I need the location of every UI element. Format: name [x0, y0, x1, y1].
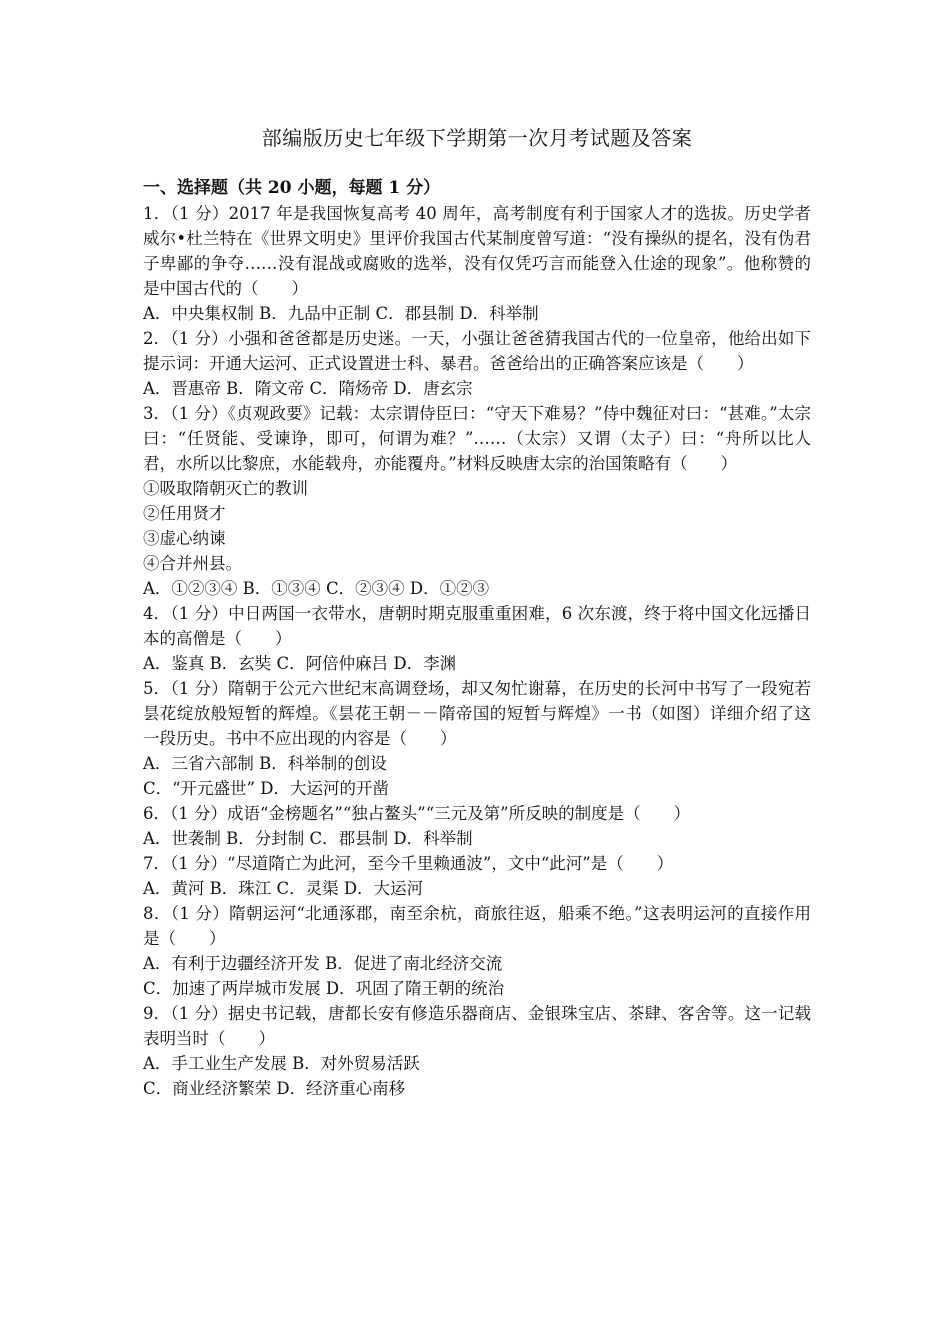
answer-options: A．鉴真 B．玄奘 C．阿倍仲麻吕 D．李渊 [143, 654, 457, 673]
question-stem: 3．（1 分）《贞观政要》记载：太宗谓侍臣曰：“守天下难易？”侍中魏征对曰：“甚难。”太宗曰：“任贤能、受谏诤，即可，何谓为难？”……（太宗）又谓（太子）曰：“舟所以比人君，水所以比黎庶，水能载舟，亦能覆舟。”材料反映唐太宗的治国策略有（ ） [143, 404, 811, 473]
question-stem: 7．（1 分）“尽道隋亡为此河，至今千里赖通波”，文中“此河”是（ ） [143, 854, 674, 873]
answer-options: C．商业经济繁荣 D．经济重心南移 [143, 1079, 406, 1098]
question-stem: 4．（1 分）中日两国一衣带水，唐朝时期克服重重困难，6 次东渡，终于将中国文化远播日本的高僧是（ ） [143, 604, 811, 648]
answer-options: A．世袭制 B．分封制 C．郡县制 D．科举制 [143, 829, 473, 848]
exam-page [143, 120, 811, 1101]
answer-options: C．加速了两岸城市发展 D．巩固了隋王朝的统治 [143, 979, 505, 998]
question-2 [143, 326, 811, 401]
answer-options: A．有利于边疆经济开发 B．促进了南北经济交流 [143, 954, 503, 973]
answer-options: A．手工业生产发展 B．对外贸易活跃 [143, 1054, 420, 1073]
answer-options: A．中央集权制 B．九品中正制 C．郡县制 D．科举制 [143, 304, 539, 323]
answer-options: A．三省六部制 B．科举制的创设 [143, 754, 387, 773]
question-1 [143, 201, 811, 326]
page-title: 部编版历史七年级下学期第一次月考试题及答案 [261, 126, 693, 150]
statement-item: ①吸取隋朝灭亡的教训 [143, 479, 308, 498]
section-heading: 一、选择题（共 20 小题，每题 1 分） [143, 178, 441, 198]
question-stem: 1．（1 分）2017 年是我国恢复高考 40 周年，高考制度有利于国家人才的选拔。历史学者威尔•杜兰特在《世界文明史》里评价我国古代某制度曾写道：“没有操纵的提名，没有伪君子卑鄙的争夺……没有混战或腐败的选举，没有仅凭巧言而能登入仕途的现象”。他称赞的是中国古代的（ ） [143, 204, 811, 298]
question-list [143, 201, 811, 1101]
question-stem: 6．（1 分）成语“金榜题名”“独占鳌头”“三元及第”所反映的制度是（ ） [143, 804, 691, 823]
answer-options: A．黄河 B．珠江 C．灵渠 D．大运河 [143, 879, 424, 898]
question-stem: 2．（1 分）小强和爸爸都是历史迷。一天，小强让爸爸猜我国古代的一位皇帝，他给出如下提示词：开通大运河、正式设置进士科、暴君。爸爸给出的正确答案应该是（ ） [143, 329, 811, 373]
answer-options: C．“开元盛世” D．大运河的开凿 [143, 779, 389, 798]
statement-item: ②任用贤才 [143, 504, 226, 523]
question-6 [143, 801, 811, 851]
question-7 [143, 851, 811, 901]
question-stem: 9．（1 分）据史书记载，唐都长安有修造乐器商店、金银珠宝店、茶肆、客舍等。这一记载表明当时（ ） [143, 1004, 811, 1048]
question-stem: 8．（1 分）隋朝运河“北通涿郡，南至余杭，商旅往返，船乘不绝。”这表明运河的直接作用是（ ） [143, 904, 811, 948]
question-3 [143, 401, 811, 601]
question-4 [143, 601, 811, 676]
question-stem: 5．（1 分）隋朝于公元六世纪末高调登场，却又匆忙谢幕，在历史的长河中书写了一段宛若昙花绽放般短暂的辉煌。《昙花王朝－－隋帝国的短暂与辉煌》一书（如图）详细介绍了这一段历史。书中不应出现的内容是（ ） [143, 679, 811, 748]
question-9 [143, 1001, 811, 1101]
question-5 [143, 676, 811, 801]
question-8 [143, 901, 811, 1001]
statement-item: ④合并州县。 [143, 554, 242, 573]
answer-options: A．①②③④ B．①③④ C．②③④ D．①②③ [143, 579, 490, 598]
answer-options: A．晋惠帝 B．隋文帝 C．隋炀帝 D．唐玄宗 [143, 379, 473, 398]
statement-item: ③虚心纳谏 [143, 529, 226, 548]
